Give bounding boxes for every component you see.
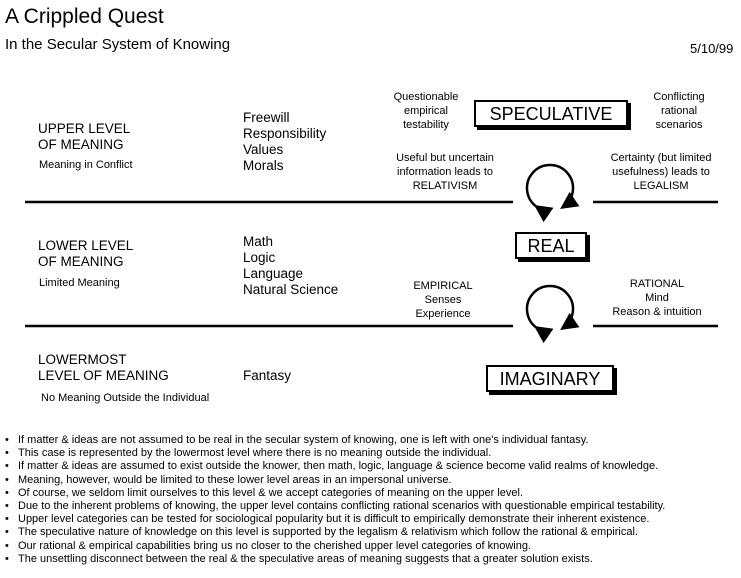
category-item: Logic [243,250,276,265]
note-line: RATIONAL [629,278,685,290]
note-line: LEGALISM [633,180,689,192]
note-line: Reason & intuition [612,306,702,318]
lower-level-line2: OF MEANING [38,254,124,269]
lower-cycle-arrow [527,286,573,328]
note-line: Senses [424,294,462,306]
explanation-list [4,434,739,566]
list-item: • This case is represented by the lowermost level where there is no meaning outside the individual. [4,447,739,460]
lowermost-level-categories [243,368,291,384]
page-title: A Crippled Quest [5,5,164,28]
note-line: Useful but uncertain [396,152,494,164]
list-item: • Upper level categories can be tested for sociological popularity but it is difficult to empirically demonstrate their inherent existence. [4,513,739,526]
category-item: Fantasy [243,368,292,383]
speculative-box: SPECULATIVE [474,100,628,127]
lower-level-line1: LOWER LEVEL [38,238,134,253]
legalism-note [598,151,724,193]
note-line: Certainty (but limited [610,152,712,164]
relativism-note [384,151,506,193]
upper-level-label [38,121,130,153]
note-line: EMPIRICAL [413,280,473,292]
note-line: information leads to [397,166,493,178]
note-line: empirical [403,105,448,117]
upper-cycle-arrow [527,165,573,207]
note-line: rational [660,105,698,117]
note-line: Conflicting [653,91,705,103]
note-line: RELATIVISM [412,180,478,192]
date-label: 5/10/99 [690,41,734,56]
list-item: • Due to the inherent problems of knowing, the upper level contains conflicting rational scenarios with questionable empirical testability. [4,500,739,513]
list-item: • If matter & ideas are not assumed to be real in the secular system of knowing, one is left with one's individual fantasy. [4,434,739,447]
category-item: Natural Science [243,282,339,297]
imaginary-box: IMAGINARY [486,365,614,392]
lowermost-level-line1: LOWERMOST [38,352,127,367]
note-line: Questionable [393,91,459,103]
note-line: Mind [645,292,669,304]
category-item: Language [243,266,304,281]
questionable-note [378,90,474,132]
conflicting-note [634,90,724,132]
list-item: • The unsettling disconnect between the real & the speculative areas of meaning suggests that a greater solution exists. [4,553,739,566]
upper-level-line1: UPPER LEVEL [38,121,131,136]
lower-level-sublabel: Limited Meaning [39,277,120,289]
empirical-note [400,279,486,321]
category-item: Morals [243,158,284,173]
page-subtitle: In the Secular System of Knowing [5,36,231,53]
upper-level-categories [243,110,326,174]
note-line: Experience [415,308,471,320]
category-item: Responsibility [243,126,327,141]
list-item: • Meaning, however, would be limited to these lower level areas in an impersonal universe. [4,474,739,487]
note-line: usefulness) leads to [612,166,710,178]
category-item: Freewill [243,110,290,125]
list-item: • Of course, we seldom limit ourselves to this level & we accept categories of meaning on the upper level. [4,487,739,500]
list-item: • The speculative nature of knowledge on this level is supported by the legalism & relativism which follow the rational & empirical. [4,526,739,539]
category-item: Values [243,142,284,157]
note-line: testability [403,119,449,131]
upper-level-sublabel: Meaning in Conflict [39,159,133,171]
rational-note [601,277,713,319]
lower-level-label [38,238,133,270]
note-line: scenarios [655,119,703,131]
lowermost-level-line2: LEVEL OF MEANING [38,368,169,383]
list-item: • If matter & ideas are assumed to exist outside the knower, then math, logic, language & science become valid realms of knowledge. [4,460,739,473]
list-item: • Our rational & empirical capabilities bring us no closer to the cherished upper level categories of knowing. [4,540,739,553]
upper-level-line2: OF MEANING [38,137,124,152]
lower-level-categories [243,234,338,298]
category-item: Math [243,234,274,249]
lowermost-level-sublabel: No Meaning Outside the Individual [41,392,210,404]
lowermost-level-label [38,352,169,384]
real-box: REAL [515,232,587,259]
